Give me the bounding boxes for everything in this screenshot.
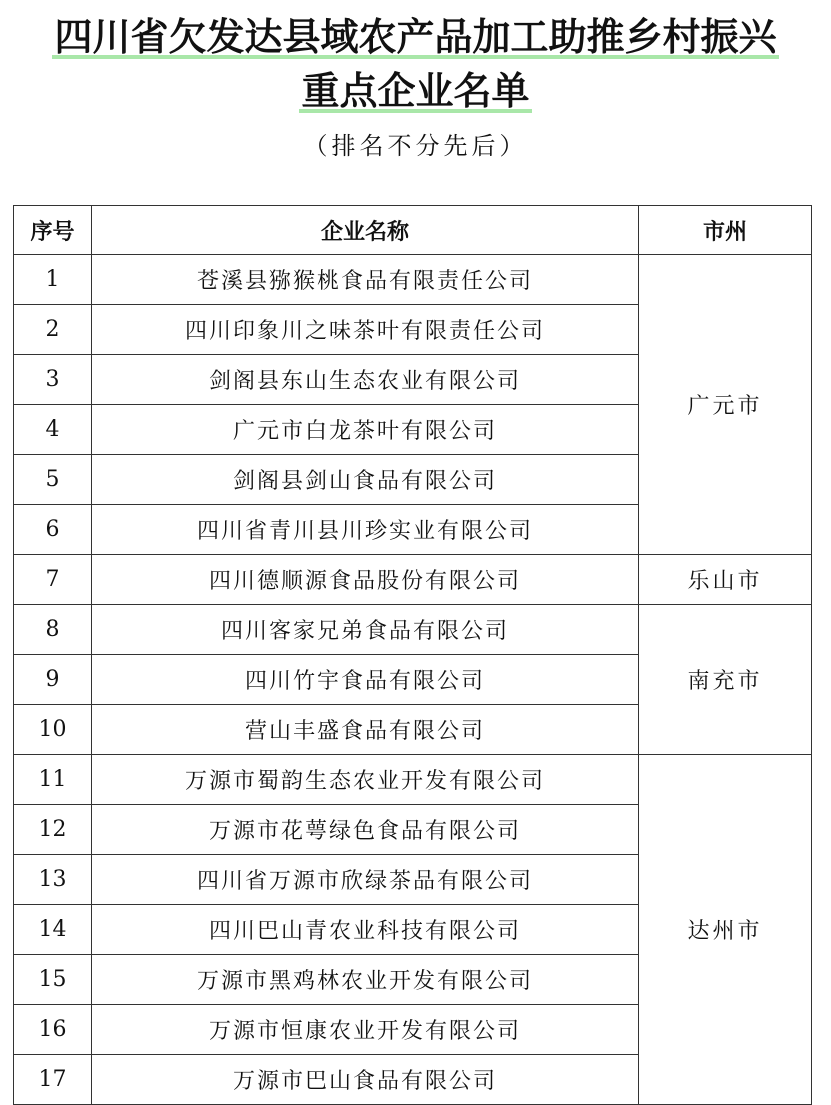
city-cell: 广元市 [639, 255, 812, 555]
table-row [14, 255, 812, 305]
row-index: 9 [14, 655, 92, 705]
company-name: 万源市巴山食品有限公司 [92, 1055, 639, 1105]
enterprise-table [13, 205, 812, 1105]
row-index: 13 [14, 855, 92, 905]
row-index: 8 [14, 605, 92, 655]
table-row [14, 555, 812, 605]
row-index: 11 [14, 755, 92, 805]
company-name: 万源市黑鸡林农业开发有限公司 [92, 955, 639, 1005]
row-index: 2 [14, 305, 92, 355]
row-index: 3 [14, 355, 92, 405]
company-name: 四川巴山青农业科技有限公司 [92, 905, 639, 955]
company-name: 四川省万源市欣绿茶品有限公司 [92, 855, 639, 905]
table-row [14, 605, 812, 655]
company-name: 营山丰盛食品有限公司 [92, 705, 639, 755]
company-name: 广元市白龙茶叶有限公司 [92, 405, 639, 455]
row-index: 16 [14, 1005, 92, 1055]
row-index: 14 [14, 905, 92, 955]
column-header-index: 序号 [14, 206, 92, 255]
company-name: 四川省青川县川珍实业有限公司 [92, 505, 639, 555]
company-name: 苍溪县猕猴桃食品有限责任公司 [92, 255, 639, 305]
company-name: 万源市花萼绿色食品有限公司 [92, 805, 639, 855]
row-index: 15 [14, 955, 92, 1005]
page-title-text-line2: 重点企业名单 [301, 69, 530, 113]
table-header-row [14, 206, 812, 255]
row-index: 10 [14, 705, 92, 755]
row-index: 1 [14, 255, 92, 305]
row-index: 5 [14, 455, 92, 505]
company-name: 剑阁县东山生态农业有限公司 [92, 355, 639, 405]
company-name: 万源市蜀韵生态农业开发有限公司 [92, 755, 639, 805]
row-index: 17 [14, 1055, 92, 1105]
company-name: 剑阁县剑山食品有限公司 [92, 455, 639, 505]
row-index: 7 [14, 555, 92, 605]
row-index: 12 [14, 805, 92, 855]
table-body [14, 255, 812, 1105]
company-name: 万源市恒康农业开发有限公司 [92, 1005, 639, 1055]
column-header-city: 市州 [639, 206, 812, 255]
company-name: 四川德顺源食品股份有限公司 [92, 555, 639, 605]
company-name: 四川客家兄弟食品有限公司 [92, 605, 639, 655]
column-header-name: 企业名称 [92, 206, 639, 255]
company-name: 四川印象川之味茶叶有限责任公司 [92, 305, 639, 355]
city-cell: 南充市 [639, 605, 812, 755]
company-name: 四川竹宇食品有限公司 [92, 655, 639, 705]
row-index: 6 [14, 505, 92, 555]
row-index: 4 [14, 405, 92, 455]
table-row [14, 755, 812, 805]
page-title-line2 [0, 68, 831, 114]
page-subtitle: （排名不分先后） [303, 132, 528, 160]
city-cell: 乐山市 [639, 555, 812, 605]
page-title-text-line1: 四川省欠发达县域农产品加工助推乡村振兴 [54, 15, 777, 59]
city-cell: 达州市 [639, 755, 812, 1105]
page-title-line1 [0, 14, 831, 60]
